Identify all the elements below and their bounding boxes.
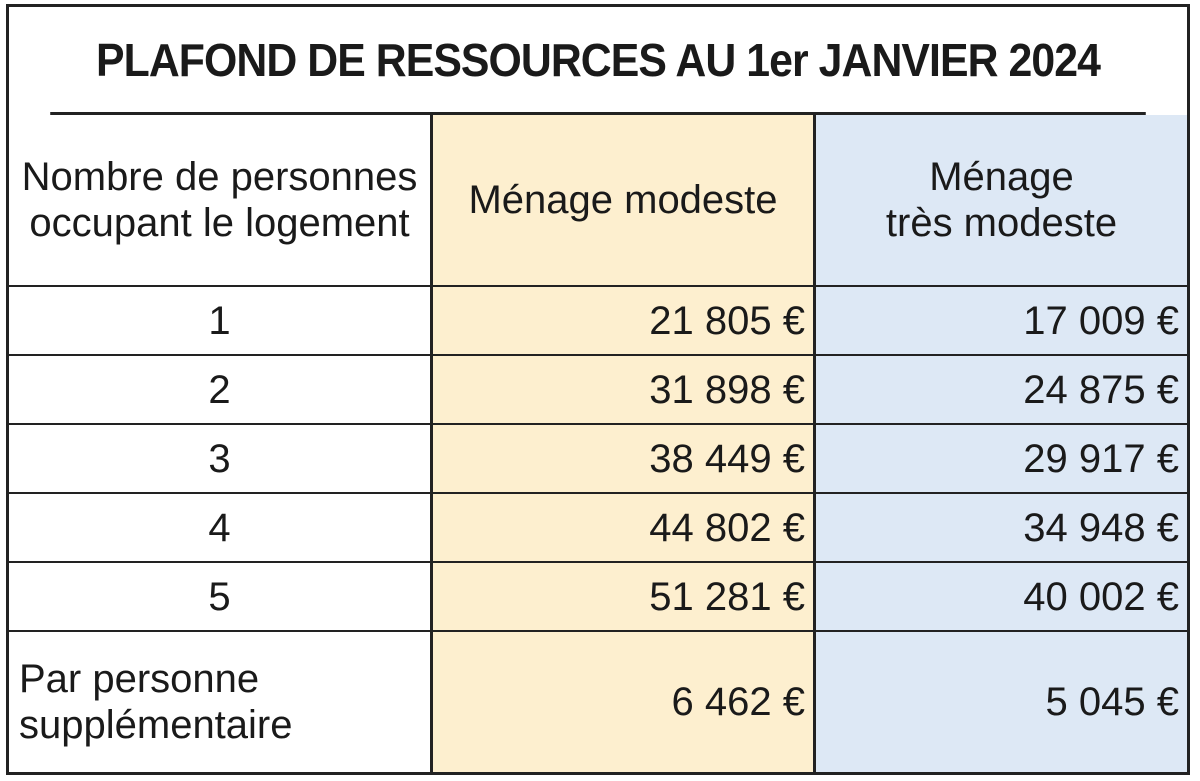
income-ceiling-table (6, 4, 1190, 775)
header-tres-modeste-line1: Ménage (929, 155, 1074, 199)
persons-cell: 4 (9, 494, 433, 561)
header-tres-modeste-line2: très modeste (885, 201, 1118, 245)
modeste-cell: 51 281 € (433, 563, 816, 630)
extra-label-line2: supplémentaire (19, 703, 293, 747)
table-row (9, 563, 1187, 632)
tres-modeste-cell: 40 002 € (816, 563, 1187, 630)
table-row (9, 494, 1187, 563)
header-modeste (433, 115, 816, 285)
modeste-cell: 38 449 € (433, 425, 816, 492)
persons-cell: 1 (9, 287, 433, 354)
header-persons (9, 115, 433, 285)
tres-modeste-cell: 17 009 € (816, 287, 1187, 354)
table-row (9, 287, 1187, 356)
tres-modeste-cell: 29 917 € (816, 425, 1187, 492)
persons-cell: 5 (9, 563, 433, 630)
header-tres-modeste (816, 115, 1187, 285)
table-title: PLAFOND DE RESSOURCES AU 1er JANVIER 2024 (50, 7, 1146, 115)
persons-cell: 2 (9, 356, 433, 423)
extra-modeste-cell: 6 462 € (433, 632, 816, 772)
header-modeste-label: Ménage modeste (468, 178, 778, 222)
extra-tres-modeste-cell: 5 045 € (816, 632, 1187, 772)
header-persons-line1: Nombre de personnes (21, 155, 418, 199)
tres-modeste-cell: 24 875 € (816, 356, 1187, 423)
persons-cell: 3 (9, 425, 433, 492)
modeste-cell: 21 805 € (433, 287, 816, 354)
modeste-cell: 44 802 € (433, 494, 816, 561)
tres-modeste-cell: 34 948 € (816, 494, 1187, 561)
header-persons-line2: occupant le logement (29, 201, 410, 245)
extra-label-line1: Par personne (19, 657, 260, 701)
table-row (9, 356, 1187, 425)
extra-person-label (9, 632, 433, 772)
modeste-cell: 31 898 € (433, 356, 816, 423)
extra-person-row (9, 632, 1187, 772)
table-row (9, 425, 1187, 494)
header-row (9, 115, 1187, 287)
